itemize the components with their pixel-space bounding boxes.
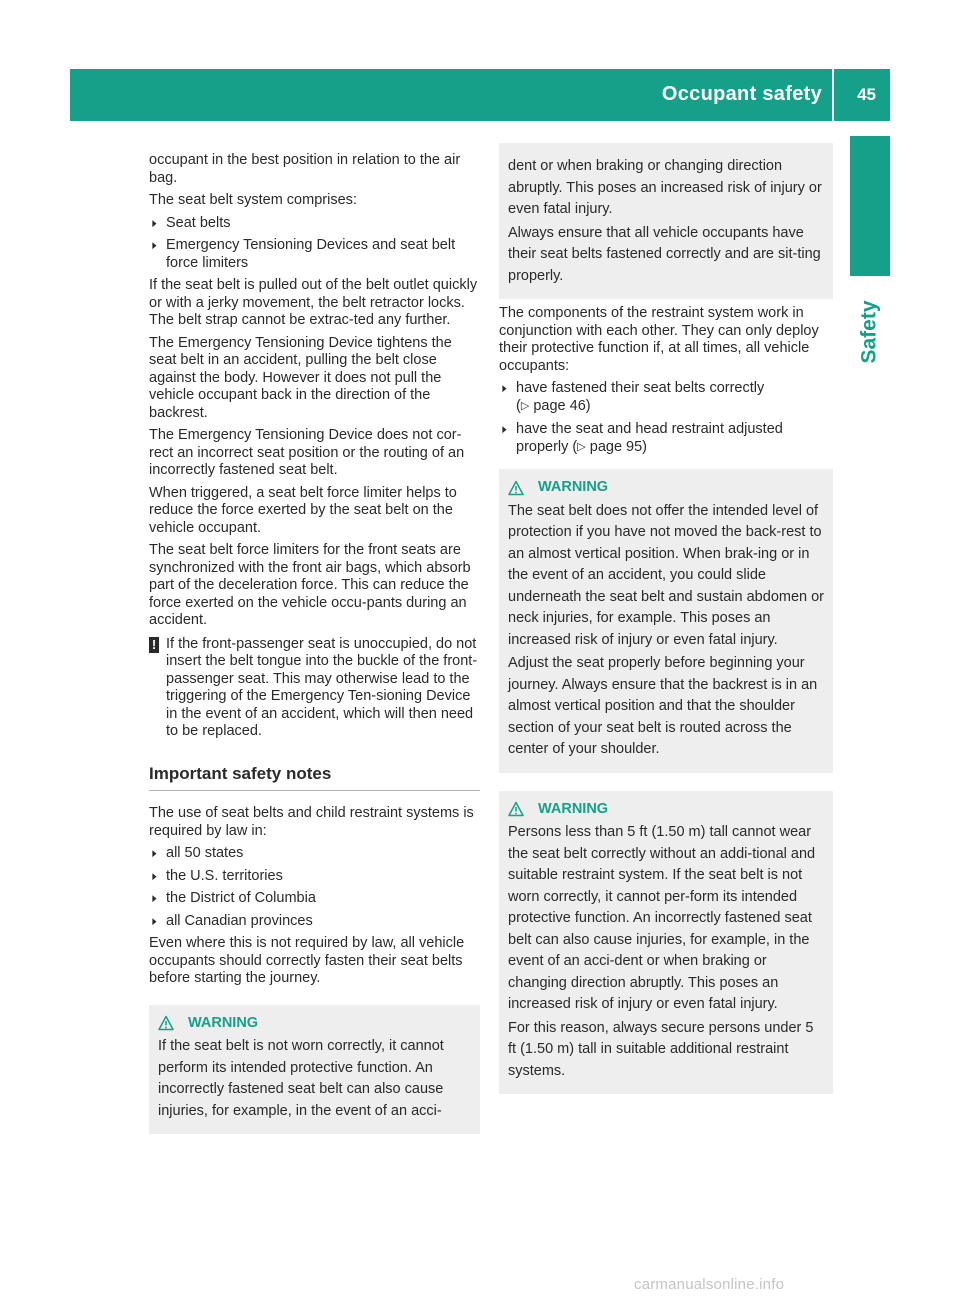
warning-label: WARNING <box>538 800 609 817</box>
law-list <box>149 845 480 930</box>
warning-text: The seat belt does not offer the intended level of protection if you have not moved the back-rest to an almost vertical position. When brak-ing or in the event of an accident, you could slide underneath the seat belt and sustain abdomen or neck injuries, for example. This poses an increased risk of injury or even fatal injury. <box>508 502 825 648</box>
section-heading: Important safety notes <box>149 765 480 792</box>
warning-triangle-icon <box>508 480 524 496</box>
list-item: ▶ Seat belts <box>149 215 480 233</box>
warning-header <box>158 1013 472 1035</box>
list-item-text: have fastened their seat belts correctly <box>516 380 765 396</box>
paragraph: The use of seat belts and child restraint systems is required by law in: <box>149 805 474 839</box>
list-item-text: have the seat and head restraint adjusted properly <box>516 421 783 455</box>
list-item: ▶ the District of Columbia <box>149 890 480 908</box>
paragraph: Even where this is not required by law, all vehicle occupants should correctly fasten their seat belts before starting the journey. <box>149 935 465 986</box>
note-text: If the front-passenger seat is unoccupied, do not insert the belt tongue into the buckle of the front-passenger seat. This may otherwise lead to the triggering of the Emergency Ten-sioning Device in the event of an accident, which will then need to be replaced. <box>166 635 478 739</box>
system-list <box>149 215 480 273</box>
warning-text: dent or when braking or changing direction abruptly. This poses an increased risk of injury or even fatal injury. <box>508 158 822 217</box>
chapter-label-text: Safety <box>858 300 881 364</box>
warning-box-continued <box>499 143 833 299</box>
caution-note <box>149 636 480 741</box>
paragraph: If the seat belt is pulled out of the belt outlet quickly or with a jerky movement, the belt retractor locks. The belt strap cannot be extrac-ted any further. <box>149 277 478 328</box>
warning-triangle-icon <box>508 801 524 817</box>
system-intro: The seat belt system comprises: <box>149 192 357 208</box>
paragraph: The components of the restraint system work in conjunction with each other. They can only deploy their protective function if, at all times, all vehicle occupants: <box>499 305 819 374</box>
page-ref-link[interactable]: page 95 <box>589 438 643 455</box>
header-divider <box>832 69 834 121</box>
warning-label: WARNING <box>538 479 609 495</box>
warning-text: Persons less than 5 ft (1.50 m) tall cannot wear the seat belt correctly without an addi-tional and suitable restraint system. If the seat belt is not worn correctly, it cannot per-form its intended protective function. An incorrectly fastened seat belt can also cause injuries, for example, in the event of an acci-dent or when braking or changing direction abruptly. This poses an increased risk of injury or even fatal injury. <box>508 824 816 1012</box>
warning-box <box>149 1005 480 1135</box>
list-item: ▶ all Canadian provinces <box>149 913 480 931</box>
page-ref-arrow-icon: ▷ <box>520 399 530 412</box>
list-item: ▶ all 50 states <box>149 845 480 863</box>
watermark: carmanualsonline.info <box>634 1276 785 1293</box>
list-item: ▶ have the seat and head restraint adjusted properly (▷ page 95) <box>499 421 833 457</box>
right-column <box>499 143 833 1094</box>
header-bar <box>70 69 890 121</box>
paragraph: The Emergency Tensioning Device tightens the seat belt in an accident, pulling the belt close against the body. However it does not pull the vehicle occupant back in the direction of the backrest. <box>149 334 452 421</box>
exclamation-icon: ! <box>149 637 159 653</box>
list-item: ▶ the U.S. territories <box>149 868 480 886</box>
section-title: Occupant safety <box>661 83 822 105</box>
warning-text: Adjust the seat properly before beginning your journey. Always ensure that the backrest is in an almost vertical position and that the shoulder section of your seat belt is routed across the center of your shoulder. <box>508 655 818 757</box>
warning-box <box>499 469 833 773</box>
page-ref-arrow-icon: ▷ <box>577 440 586 453</box>
page-ref-link[interactable]: page 46 <box>533 397 586 414</box>
occupant-list <box>499 380 833 457</box>
paragraph: The Emergency Tensioning Device does not cor-rect an incorrect seat position or the routing of an incorrectly fastened seat belt. <box>149 427 465 478</box>
intro-text: occupant in the best position in relation to the air bag. <box>149 152 461 186</box>
list-item: ▶ have fastened their seat belts correctly (▷ page 46) <box>499 380 833 416</box>
warning-text: If the seat belt is not worn correctly, it cannot perform its intended protective function. An incorrectly fastened seat belt can also cause injuries, for example, in the event of an acci- <box>158 1038 444 1119</box>
list-item: ▶ Emergency Tensioning Devices and seat belt force limiters <box>149 237 480 272</box>
paragraph: The seat belt force limiters for the front seats are synchronized with the front air bags, which absorb part of the deceleration force. This can reduce the force exerted on the vehicle occu-pants during an accident. <box>149 542 471 628</box>
warning-text: For this reason, always secure persons under 5 ft (1.50 m) tall in suitable additional restraint systems. <box>508 1019 814 1079</box>
warning-box <box>499 791 833 1095</box>
warning-header <box>508 799 825 821</box>
page-number: 45 <box>857 85 876 104</box>
warning-header <box>508 477 825 499</box>
warning-label: WARNING <box>188 1014 259 1031</box>
left-column <box>149 152 480 1134</box>
warning-text: Always ensure that all vehicle occupants have their seat belts fastened correctly and are sit-ting properly. <box>508 224 821 284</box>
chapter-tab <box>850 136 890 276</box>
paragraph: When triggered, a seat belt force limiter helps to reduce the force exerted by the seat belt on the vehicle occupant. <box>149 484 457 536</box>
chapter-label <box>850 282 890 382</box>
warning-triangle-icon <box>158 1015 174 1031</box>
